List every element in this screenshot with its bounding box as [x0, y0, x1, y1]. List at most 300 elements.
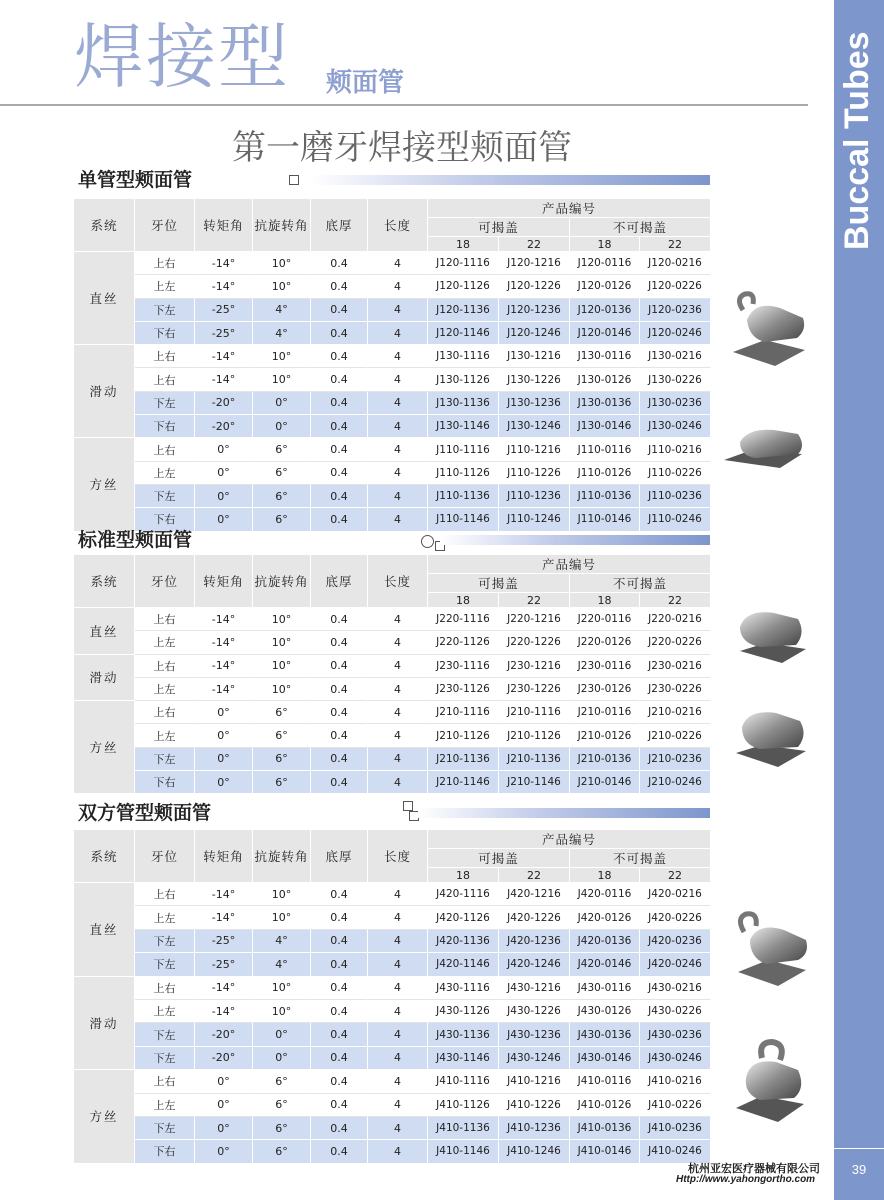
cell-base: 0.4 — [311, 930, 368, 953]
cell-torque: -25° — [195, 930, 253, 953]
cell-length: 4 — [368, 462, 428, 485]
cell-code-conv-22: J210-1146 — [499, 771, 570, 794]
cell-length: 4 — [368, 953, 428, 976]
cell-code-conv-22: J130-1216 — [499, 345, 570, 368]
cell-rotation: 0° — [253, 1023, 311, 1046]
cell-base: 0.4 — [311, 299, 368, 322]
cell-base: 0.4 — [311, 906, 368, 929]
cell-code-conv-18: J210-1136 — [428, 748, 499, 771]
cell-rotation: 0° — [253, 392, 311, 415]
cell-tooth: 下左 — [135, 392, 195, 415]
cell-base: 0.4 — [311, 1023, 368, 1046]
cell-code-conv-18: J110-1126 — [428, 462, 499, 485]
cell-code-fixed-18: J110-0116 — [570, 438, 640, 461]
cell-system: 直丝 — [74, 252, 135, 345]
cell-code-fixed-18: J210-0136 — [570, 748, 640, 771]
spec-table-single-tube — [74, 199, 711, 532]
cell-code-conv-22: J420-1226 — [499, 906, 570, 929]
cell-code-conv-22: J210-1116 — [499, 701, 570, 724]
cell-code-conv-18: J230-1126 — [428, 678, 499, 701]
cell-system: 滑动 — [74, 977, 135, 1071]
table-row — [74, 322, 711, 345]
gradient-bar — [310, 175, 710, 185]
col-header-base: 底厚 — [311, 199, 368, 252]
cell-code-fixed-22: J130-0216 — [640, 345, 711, 368]
cell-code-conv-18: J220-1126 — [428, 631, 499, 654]
col-header-convertible: 可揭盖 — [428, 849, 570, 868]
col-header-rotation: 抗旋转角 — [253, 830, 311, 883]
col-header-slot-18: 18 — [570, 593, 640, 608]
cell-length: 4 — [368, 1117, 428, 1140]
col-header-slot-18: 18 — [570, 868, 640, 883]
cell-code-conv-22: J430-1216 — [499, 977, 570, 1000]
cell-code-conv-22: J110-1246 — [499, 508, 570, 531]
company-name: 杭州亚宏医疗器械有限公司 — [688, 1162, 820, 1175]
cell-code-fixed-22: J430-0216 — [640, 977, 711, 1000]
single-tube-image — [722, 420, 807, 475]
table-row — [74, 1047, 711, 1070]
cell-base: 0.4 — [311, 485, 368, 508]
table-row — [74, 930, 711, 953]
cell-code-fixed-18: J230-0116 — [570, 655, 640, 678]
col-header-system: 系统 — [74, 555, 135, 608]
cell-base: 0.4 — [311, 701, 368, 724]
col-header-convertible: 可揭盖 — [428, 218, 570, 237]
cell-code-fixed-22: J130-0226 — [640, 368, 711, 391]
cell-code-fixed-22: J110-0226 — [640, 462, 711, 485]
cell-code-fixed-18: J430-0136 — [570, 1023, 640, 1046]
cell-base: 0.4 — [311, 771, 368, 794]
section-title-double-tube: 双方管型颊面管 — [78, 802, 212, 824]
cell-base: 0.4 — [311, 678, 368, 701]
cell-tooth: 下左 — [135, 485, 195, 508]
gradient-bar — [440, 535, 710, 545]
cell-tooth: 上左 — [135, 906, 195, 929]
cell-rotation: 10° — [253, 275, 311, 298]
cell-torque: -14° — [195, 252, 253, 275]
cell-length: 4 — [368, 415, 428, 438]
cell-code-conv-18: J210-1116 — [428, 701, 499, 724]
cell-code-conv-22: J120-1216 — [499, 252, 570, 275]
cell-code-conv-18: J410-1146 — [428, 1140, 499, 1163]
standard-tube-image — [732, 605, 810, 667]
spec-table-standard-tube — [74, 555, 711, 794]
cell-tooth: 下左 — [135, 930, 195, 953]
cell-code-conv-22: J210-1126 — [499, 724, 570, 747]
cell-code-fixed-22: J410-0236 — [640, 1117, 711, 1140]
cell-code-fixed-18: J120-0136 — [570, 299, 640, 322]
cell-code-fixed-22: J230-0216 — [640, 655, 711, 678]
cell-tooth: 下左 — [135, 1023, 195, 1046]
cell-code-conv-22: J410-1246 — [499, 1140, 570, 1163]
cell-tooth: 上右 — [135, 883, 195, 906]
cell-rotation: 6° — [253, 701, 311, 724]
cell-rotation: 6° — [253, 1117, 311, 1140]
double-tube-hook-image — [732, 1038, 810, 1128]
cell-tooth: 上左 — [135, 678, 195, 701]
cell-torque: -14° — [195, 655, 253, 678]
col-header-length: 长度 — [368, 830, 428, 883]
cell-tooth: 上右 — [135, 368, 195, 391]
col-header-non-convertible: 不可揭盖 — [570, 849, 711, 868]
cell-code-conv-18: J120-1126 — [428, 275, 499, 298]
cell-length: 4 — [368, 485, 428, 508]
cell-torque: 0° — [195, 724, 253, 747]
cell-tooth: 上右 — [135, 252, 195, 275]
cell-length: 4 — [368, 252, 428, 275]
cell-code-fixed-18: J120-0126 — [570, 275, 640, 298]
cell-code-conv-18: J430-1146 — [428, 1047, 499, 1070]
gradient-bar — [418, 808, 710, 818]
cell-code-fixed-22: J410-0216 — [640, 1070, 711, 1093]
cell-tooth: 下左 — [135, 953, 195, 976]
table-row — [74, 1117, 711, 1140]
cell-tooth: 下右 — [135, 322, 195, 345]
table-row — [74, 299, 711, 322]
cell-length: 4 — [368, 906, 428, 929]
cell-code-fixed-22: J120-0246 — [640, 322, 711, 345]
cell-rotation: 6° — [253, 1070, 311, 1093]
cell-base: 0.4 — [311, 748, 368, 771]
cell-length: 4 — [368, 299, 428, 322]
col-header-system: 系统 — [74, 830, 135, 883]
col-header-slot-18: 18 — [428, 237, 499, 252]
cell-rotation: 6° — [253, 508, 311, 531]
table-row — [74, 1000, 711, 1023]
cell-rotation: 10° — [253, 678, 311, 701]
cell-code-conv-18: J130-1116 — [428, 345, 499, 368]
cell-torque: 0° — [195, 1070, 253, 1093]
cell-code-fixed-18: J420-0116 — [570, 883, 640, 906]
cell-code-conv-22: J130-1236 — [499, 392, 570, 415]
col-header-slot-22: 22 — [499, 868, 570, 883]
cell-rotation: 6° — [253, 438, 311, 461]
col-header-product-code: 产品编号 — [428, 830, 711, 849]
cell-code-fixed-18: J210-0146 — [570, 771, 640, 794]
cell-code-fixed-22: J210-0236 — [640, 748, 711, 771]
cell-code-conv-22: J110-1216 — [499, 438, 570, 461]
cell-tooth: 上左 — [135, 462, 195, 485]
cell-rotation: 6° — [253, 748, 311, 771]
cell-system: 方丝 — [74, 1070, 135, 1164]
cell-tooth: 下右 — [135, 771, 195, 794]
company-url: Http://www.yahongortho.com — [676, 1174, 816, 1185]
cell-tooth: 上右 — [135, 701, 195, 724]
cell-length: 4 — [368, 655, 428, 678]
cell-tooth: 上右 — [135, 977, 195, 1000]
cell-length: 4 — [368, 724, 428, 747]
cell-code-conv-18: J120-1146 — [428, 322, 499, 345]
cell-base: 0.4 — [311, 655, 368, 678]
cell-code-conv-18: J120-1136 — [428, 299, 499, 322]
cell-code-fixed-22: J210-0216 — [640, 701, 711, 724]
cell-code-conv-22: J410-1216 — [499, 1070, 570, 1093]
cell-code-fixed-18: J420-0146 — [570, 953, 640, 976]
cell-torque: -25° — [195, 953, 253, 976]
cell-code-conv-18: J420-1146 — [428, 953, 499, 976]
section-title-single-tube: 单管型颊面管 — [78, 169, 193, 191]
cell-rotation: 10° — [253, 906, 311, 929]
cell-base: 0.4 — [311, 345, 368, 368]
table-row — [74, 1070, 711, 1093]
col-header-system: 系统 — [74, 199, 135, 252]
cell-system: 直丝 — [74, 883, 135, 977]
cell-code-fixed-22: J120-0236 — [640, 299, 711, 322]
cell-tooth: 上右 — [135, 438, 195, 461]
cell-rotation: 6° — [253, 462, 311, 485]
cell-rotation: 10° — [253, 883, 311, 906]
cell-code-fixed-22: J130-0246 — [640, 415, 711, 438]
cell-code-conv-18: J210-1146 — [428, 771, 499, 794]
cell-tooth: 上左 — [135, 1000, 195, 1023]
table-row — [74, 1094, 711, 1117]
cell-code-fixed-22: J220-0226 — [640, 631, 711, 654]
cell-rotation: 4° — [253, 953, 311, 976]
cell-rotation: 0° — [253, 1047, 311, 1070]
cell-code-fixed-22: J430-0246 — [640, 1047, 711, 1070]
cell-torque: -14° — [195, 906, 253, 929]
cell-code-fixed-18: J130-0146 — [570, 415, 640, 438]
cell-system: 方丝 — [74, 438, 135, 531]
cell-tooth: 下右 — [135, 415, 195, 438]
cell-rotation: 10° — [253, 368, 311, 391]
cell-code-conv-18: J130-1136 — [428, 392, 499, 415]
cell-tooth: 上右 — [135, 608, 195, 631]
cell-code-fixed-18: J420-0126 — [570, 906, 640, 929]
cell-code-fixed-22: J210-0226 — [640, 724, 711, 747]
col-header-length: 长度 — [368, 199, 428, 252]
col-header-rotation: 抗旋转角 — [253, 555, 311, 608]
cell-torque: -14° — [195, 368, 253, 391]
cell-base: 0.4 — [311, 322, 368, 345]
cell-code-conv-18: J430-1116 — [428, 977, 499, 1000]
cell-code-conv-22: J120-1236 — [499, 299, 570, 322]
cell-code-conv-22: J420-1246 — [499, 953, 570, 976]
cell-length: 4 — [368, 608, 428, 631]
col-header-slot-18: 18 — [570, 237, 640, 252]
cell-code-conv-18: J220-1116 — [428, 608, 499, 631]
cell-rotation: 10° — [253, 655, 311, 678]
cell-torque: -14° — [195, 631, 253, 654]
cell-code-conv-18: J230-1116 — [428, 655, 499, 678]
cell-rotation: 10° — [253, 1000, 311, 1023]
col-header-product-code: 产品编号 — [428, 555, 711, 574]
cell-code-conv-22: J220-1216 — [499, 608, 570, 631]
cell-length: 4 — [368, 508, 428, 531]
cell-length: 4 — [368, 1000, 428, 1023]
cell-code-conv-18: J130-1126 — [428, 368, 499, 391]
cell-base: 0.4 — [311, 1117, 368, 1140]
cell-base: 0.4 — [311, 1070, 368, 1093]
cell-length: 4 — [368, 1140, 428, 1163]
cell-tooth: 上右 — [135, 1070, 195, 1093]
cell-tooth: 上左 — [135, 275, 195, 298]
table-row — [74, 977, 711, 1000]
cell-base: 0.4 — [311, 883, 368, 906]
cell-code-fixed-22: J420-0226 — [640, 906, 711, 929]
cell-code-conv-22: J210-1136 — [499, 748, 570, 771]
cell-code-conv-22: J230-1216 — [499, 655, 570, 678]
col-header-tooth: 牙位 — [135, 830, 195, 883]
cell-code-fixed-18: J210-0116 — [570, 701, 640, 724]
cell-length: 4 — [368, 930, 428, 953]
cell-code-fixed-18: J110-0146 — [570, 508, 640, 531]
cell-code-conv-22: J110-1226 — [499, 462, 570, 485]
cell-code-fixed-18: J130-0126 — [570, 368, 640, 391]
page-title: 焊接型 — [74, 16, 290, 98]
cell-length: 4 — [368, 438, 428, 461]
cell-base: 0.4 — [311, 392, 368, 415]
col-header-rotation: 抗旋转角 — [253, 199, 311, 252]
cell-rotation: 10° — [253, 631, 311, 654]
cell-length: 4 — [368, 748, 428, 771]
cell-system: 滑动 — [74, 655, 135, 702]
table-row — [74, 771, 711, 794]
cell-code-conv-18: J420-1126 — [428, 906, 499, 929]
cell-system: 滑动 — [74, 345, 135, 438]
table-row — [74, 438, 711, 461]
cell-length: 4 — [368, 883, 428, 906]
cell-code-conv-18: J110-1136 — [428, 485, 499, 508]
col-header-length: 长度 — [368, 555, 428, 608]
table-row — [74, 748, 711, 771]
cell-length: 4 — [368, 1047, 428, 1070]
cell-base: 0.4 — [311, 1047, 368, 1070]
cell-length: 4 — [368, 631, 428, 654]
cell-code-conv-18: J430-1126 — [428, 1000, 499, 1023]
cell-code-fixed-18: J420-0136 — [570, 930, 640, 953]
cell-code-fixed-18: J210-0126 — [570, 724, 640, 747]
cell-tooth: 下右 — [135, 508, 195, 531]
cell-rotation: 4° — [253, 930, 311, 953]
cell-code-conv-22: J130-1246 — [499, 415, 570, 438]
cell-base: 0.4 — [311, 1140, 368, 1163]
cell-code-fixed-22: J110-0236 — [640, 485, 711, 508]
cell-system: 直丝 — [74, 608, 135, 655]
cell-torque: 0° — [195, 508, 253, 531]
cell-tooth: 下左 — [135, 299, 195, 322]
col-header-non-convertible: 不可揭盖 — [570, 218, 711, 237]
table-row — [74, 701, 711, 724]
cell-tooth: 上右 — [135, 345, 195, 368]
col-header-slot-22: 22 — [640, 237, 711, 252]
cell-code-fixed-22: J430-0226 — [640, 1000, 711, 1023]
cell-code-fixed-22: J120-0216 — [640, 252, 711, 275]
cell-rotation: 10° — [253, 608, 311, 631]
cell-torque: -25° — [195, 322, 253, 345]
cell-torque: -20° — [195, 415, 253, 438]
cell-code-fixed-18: J430-0116 — [570, 977, 640, 1000]
cell-torque: -14° — [195, 345, 253, 368]
cell-code-fixed-18: J430-0146 — [570, 1047, 640, 1070]
cell-code-conv-18: J420-1136 — [428, 930, 499, 953]
col-header-tooth: 牙位 — [135, 199, 195, 252]
col-header-slot-22: 22 — [640, 593, 711, 608]
table-row — [74, 906, 711, 929]
col-header-slot-22: 22 — [640, 868, 711, 883]
cell-code-fixed-18: J120-0116 — [570, 252, 640, 275]
cell-length: 4 — [368, 392, 428, 415]
cell-code-conv-22: J420-1236 — [499, 930, 570, 953]
cell-code-fixed-22: J130-0236 — [640, 392, 711, 415]
table-row — [74, 1140, 711, 1163]
cell-torque: -25° — [195, 299, 253, 322]
cell-rotation: 6° — [253, 1094, 311, 1117]
table-row — [74, 724, 711, 747]
cell-length: 4 — [368, 275, 428, 298]
cell-base: 0.4 — [311, 1000, 368, 1023]
cell-code-conv-22: J430-1236 — [499, 1023, 570, 1046]
single-tube-hook-image — [725, 290, 810, 370]
table-row — [74, 275, 711, 298]
cell-rotation: 4° — [253, 322, 311, 345]
cell-tooth: 上左 — [135, 631, 195, 654]
square-icon — [403, 801, 413, 811]
page-subtitle: 颊面管 — [326, 68, 405, 98]
cell-length: 4 — [368, 1094, 428, 1117]
cell-code-conv-22: J130-1226 — [499, 368, 570, 391]
square-icon — [289, 175, 299, 185]
cell-length: 4 — [368, 1070, 428, 1093]
cell-tooth: 上右 — [135, 655, 195, 678]
table-row — [74, 462, 711, 485]
cell-code-fixed-18: J110-0136 — [570, 485, 640, 508]
table-row — [74, 631, 711, 654]
cell-code-conv-18: J110-1146 — [428, 508, 499, 531]
cell-torque: -14° — [195, 678, 253, 701]
spec-table-double-tube — [74, 830, 711, 1164]
cell-code-fixed-22: J110-0246 — [640, 508, 711, 531]
cell-torque: 0° — [195, 748, 253, 771]
cell-rotation: 10° — [253, 345, 311, 368]
col-header-product-code: 产品编号 — [428, 199, 711, 218]
cell-code-fixed-18: J410-0126 — [570, 1094, 640, 1117]
cell-base: 0.4 — [311, 368, 368, 391]
cell-tooth: 上左 — [135, 1094, 195, 1117]
cell-base: 0.4 — [311, 608, 368, 631]
cell-code-fixed-18: J220-0116 — [570, 608, 640, 631]
double-tube-hook-image — [728, 910, 810, 992]
cell-code-fixed-18: J130-0136 — [570, 392, 640, 415]
cell-base: 0.4 — [311, 275, 368, 298]
cell-torque: -20° — [195, 392, 253, 415]
cell-code-conv-18: J410-1136 — [428, 1117, 499, 1140]
table-row — [74, 655, 711, 678]
cell-code-fixed-18: J230-0126 — [570, 678, 640, 701]
cell-code-fixed-22: J220-0216 — [640, 608, 711, 631]
cell-code-fixed-22: J230-0226 — [640, 678, 711, 701]
cell-code-fixed-18: J130-0116 — [570, 345, 640, 368]
table-row — [74, 953, 711, 976]
cell-rotation: 6° — [253, 485, 311, 508]
cell-base: 0.4 — [311, 1094, 368, 1117]
cell-torque: 0° — [195, 1117, 253, 1140]
cell-code-fixed-18: J410-0146 — [570, 1140, 640, 1163]
cell-length: 4 — [368, 368, 428, 391]
cell-rotation: 0° — [253, 415, 311, 438]
cell-torque: 0° — [195, 462, 253, 485]
cell-code-fixed-18: J120-0146 — [570, 322, 640, 345]
cell-torque: -14° — [195, 1000, 253, 1023]
header-divider — [0, 104, 808, 106]
cell-length: 4 — [368, 977, 428, 1000]
table-row — [74, 883, 711, 906]
cell-code-fixed-18: J410-0116 — [570, 1070, 640, 1093]
cell-tooth: 下右 — [135, 1140, 195, 1163]
cell-code-conv-22: J230-1226 — [499, 678, 570, 701]
cell-code-fixed-22: J410-0246 — [640, 1140, 711, 1163]
cell-base: 0.4 — [311, 977, 368, 1000]
